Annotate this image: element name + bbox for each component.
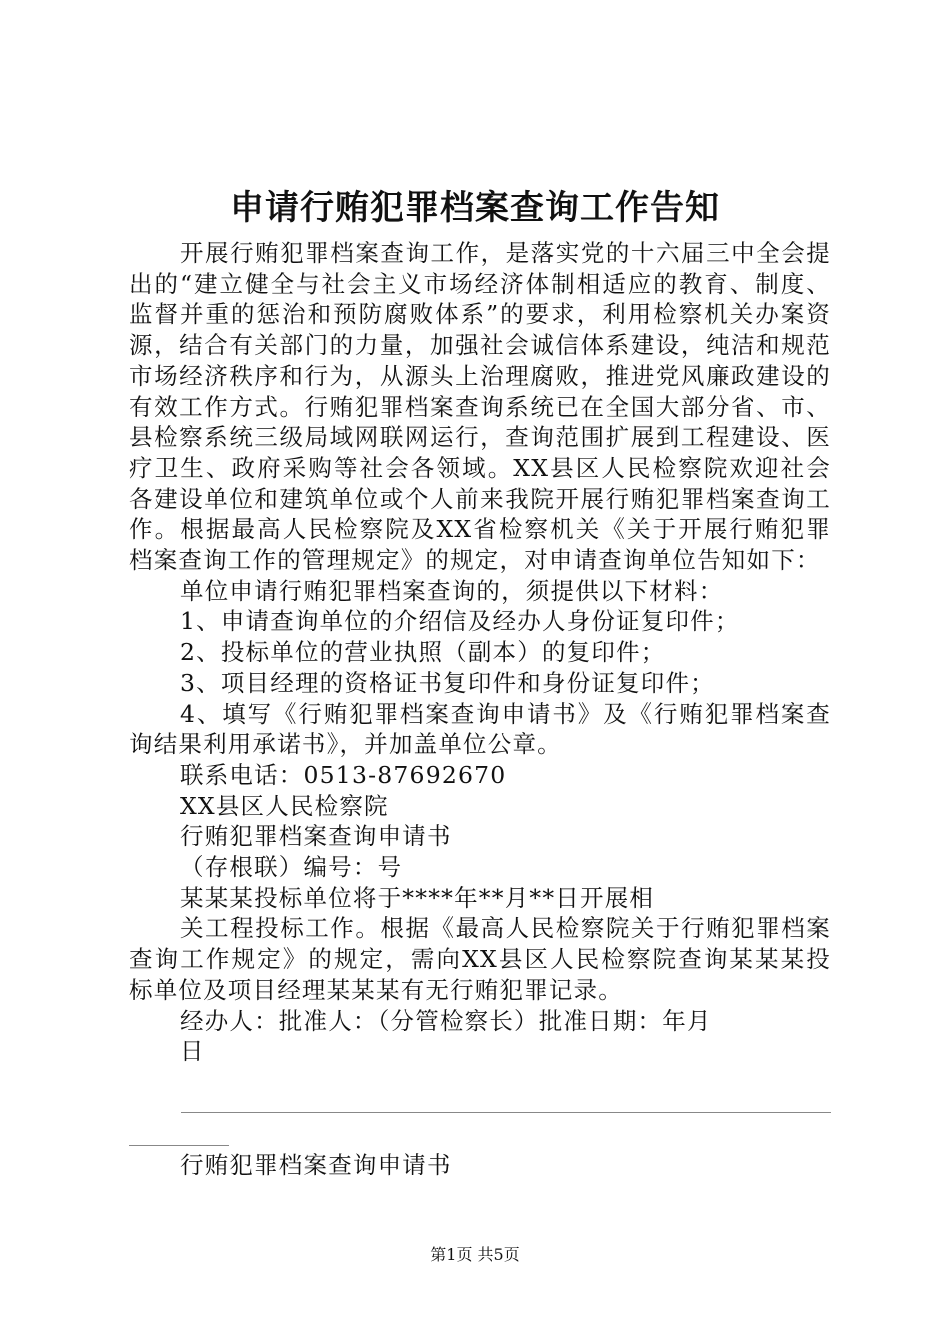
separator-line-short — [129, 1145, 229, 1146]
contact-phone: 联系电话：0513-87692670 — [180, 760, 507, 789]
form-title-2: 行贿犯罪档案查询申请书 — [180, 1151, 452, 1179]
material-item-4: 4、填写《行贿犯罪档案查询申请书》及《行贿犯罪档案查询结果利用承诺书》，并加盖单位公章。 — [129, 699, 831, 759]
form-paragraph: 关工程投标工作。根据《最高人民检察院关于行贿犯罪档案查询工作规定》的规定，需向XX县区人民检察院查询某某某投标单位及项目经理某某某有无行贿犯罪记录。 — [129, 914, 831, 1004]
signature-line: 经办人：批准人：（分管检察长）批准日期：年月 — [180, 1006, 712, 1035]
separator-line — [181, 1112, 831, 1113]
material-item-1: 1、申请查询单位的介绍信及经办人身份证复印件； — [180, 607, 740, 636]
page-indicator: 第1页 共5页 — [430, 1245, 520, 1264]
form-title: 行贿犯罪档案查询申请书 — [180, 822, 452, 851]
material-item-3: 3、项目经理的资格证书复印件和身份证复印件； — [180, 668, 715, 697]
document-title: 申请行贿犯罪档案查询工作告知 — [230, 188, 720, 228]
document-body — [129, 238, 831, 1067]
signature-day: 日 — [180, 1037, 205, 1066]
stub-number-line: （存根联）编号：号 — [180, 853, 403, 882]
materials-intro: 单位申请行贿犯罪档案查询的，须提供以下材料： — [180, 576, 724, 605]
form-line-1: 某某某投标单位将于****年**月**日开展相 — [180, 883, 655, 912]
intro-paragraph: 开展行贿犯罪档案查询工作，是落实党的十六届三中全会提出的“建立健全与社会主义市场经济体制相适应的教育、制度、监督并重的惩治和预防腐败体系”的要求，利用检察机关办案资源，结合有关部门的力量，加强社会诚信体系建设，纯洁和规范市场经济秩序和行为，从源头上治理腐败，推进党风廉政建设的有效工作方式。行贿犯罪档案查询系统已在全国大部分省、市、县检察系统三级局域网联网运行，查询范围扩展到工程建设、医疗卫生、政府采购等社会各领域。XX县区人民检察院欢迎社会各建设单位和建筑单位或个人前来我院开展行贿犯罪档案查询工作。根据最高人民检察院及XX省检察机关《关于开展行贿犯罪档案查询工作的管理规定》的规定，对申请查询单位告知如下： — [129, 239, 831, 575]
material-item-2: 2、投标单位的营业执照（副本）的复印件； — [180, 638, 666, 667]
organization-name: XX县区人民检察院 — [180, 791, 389, 820]
